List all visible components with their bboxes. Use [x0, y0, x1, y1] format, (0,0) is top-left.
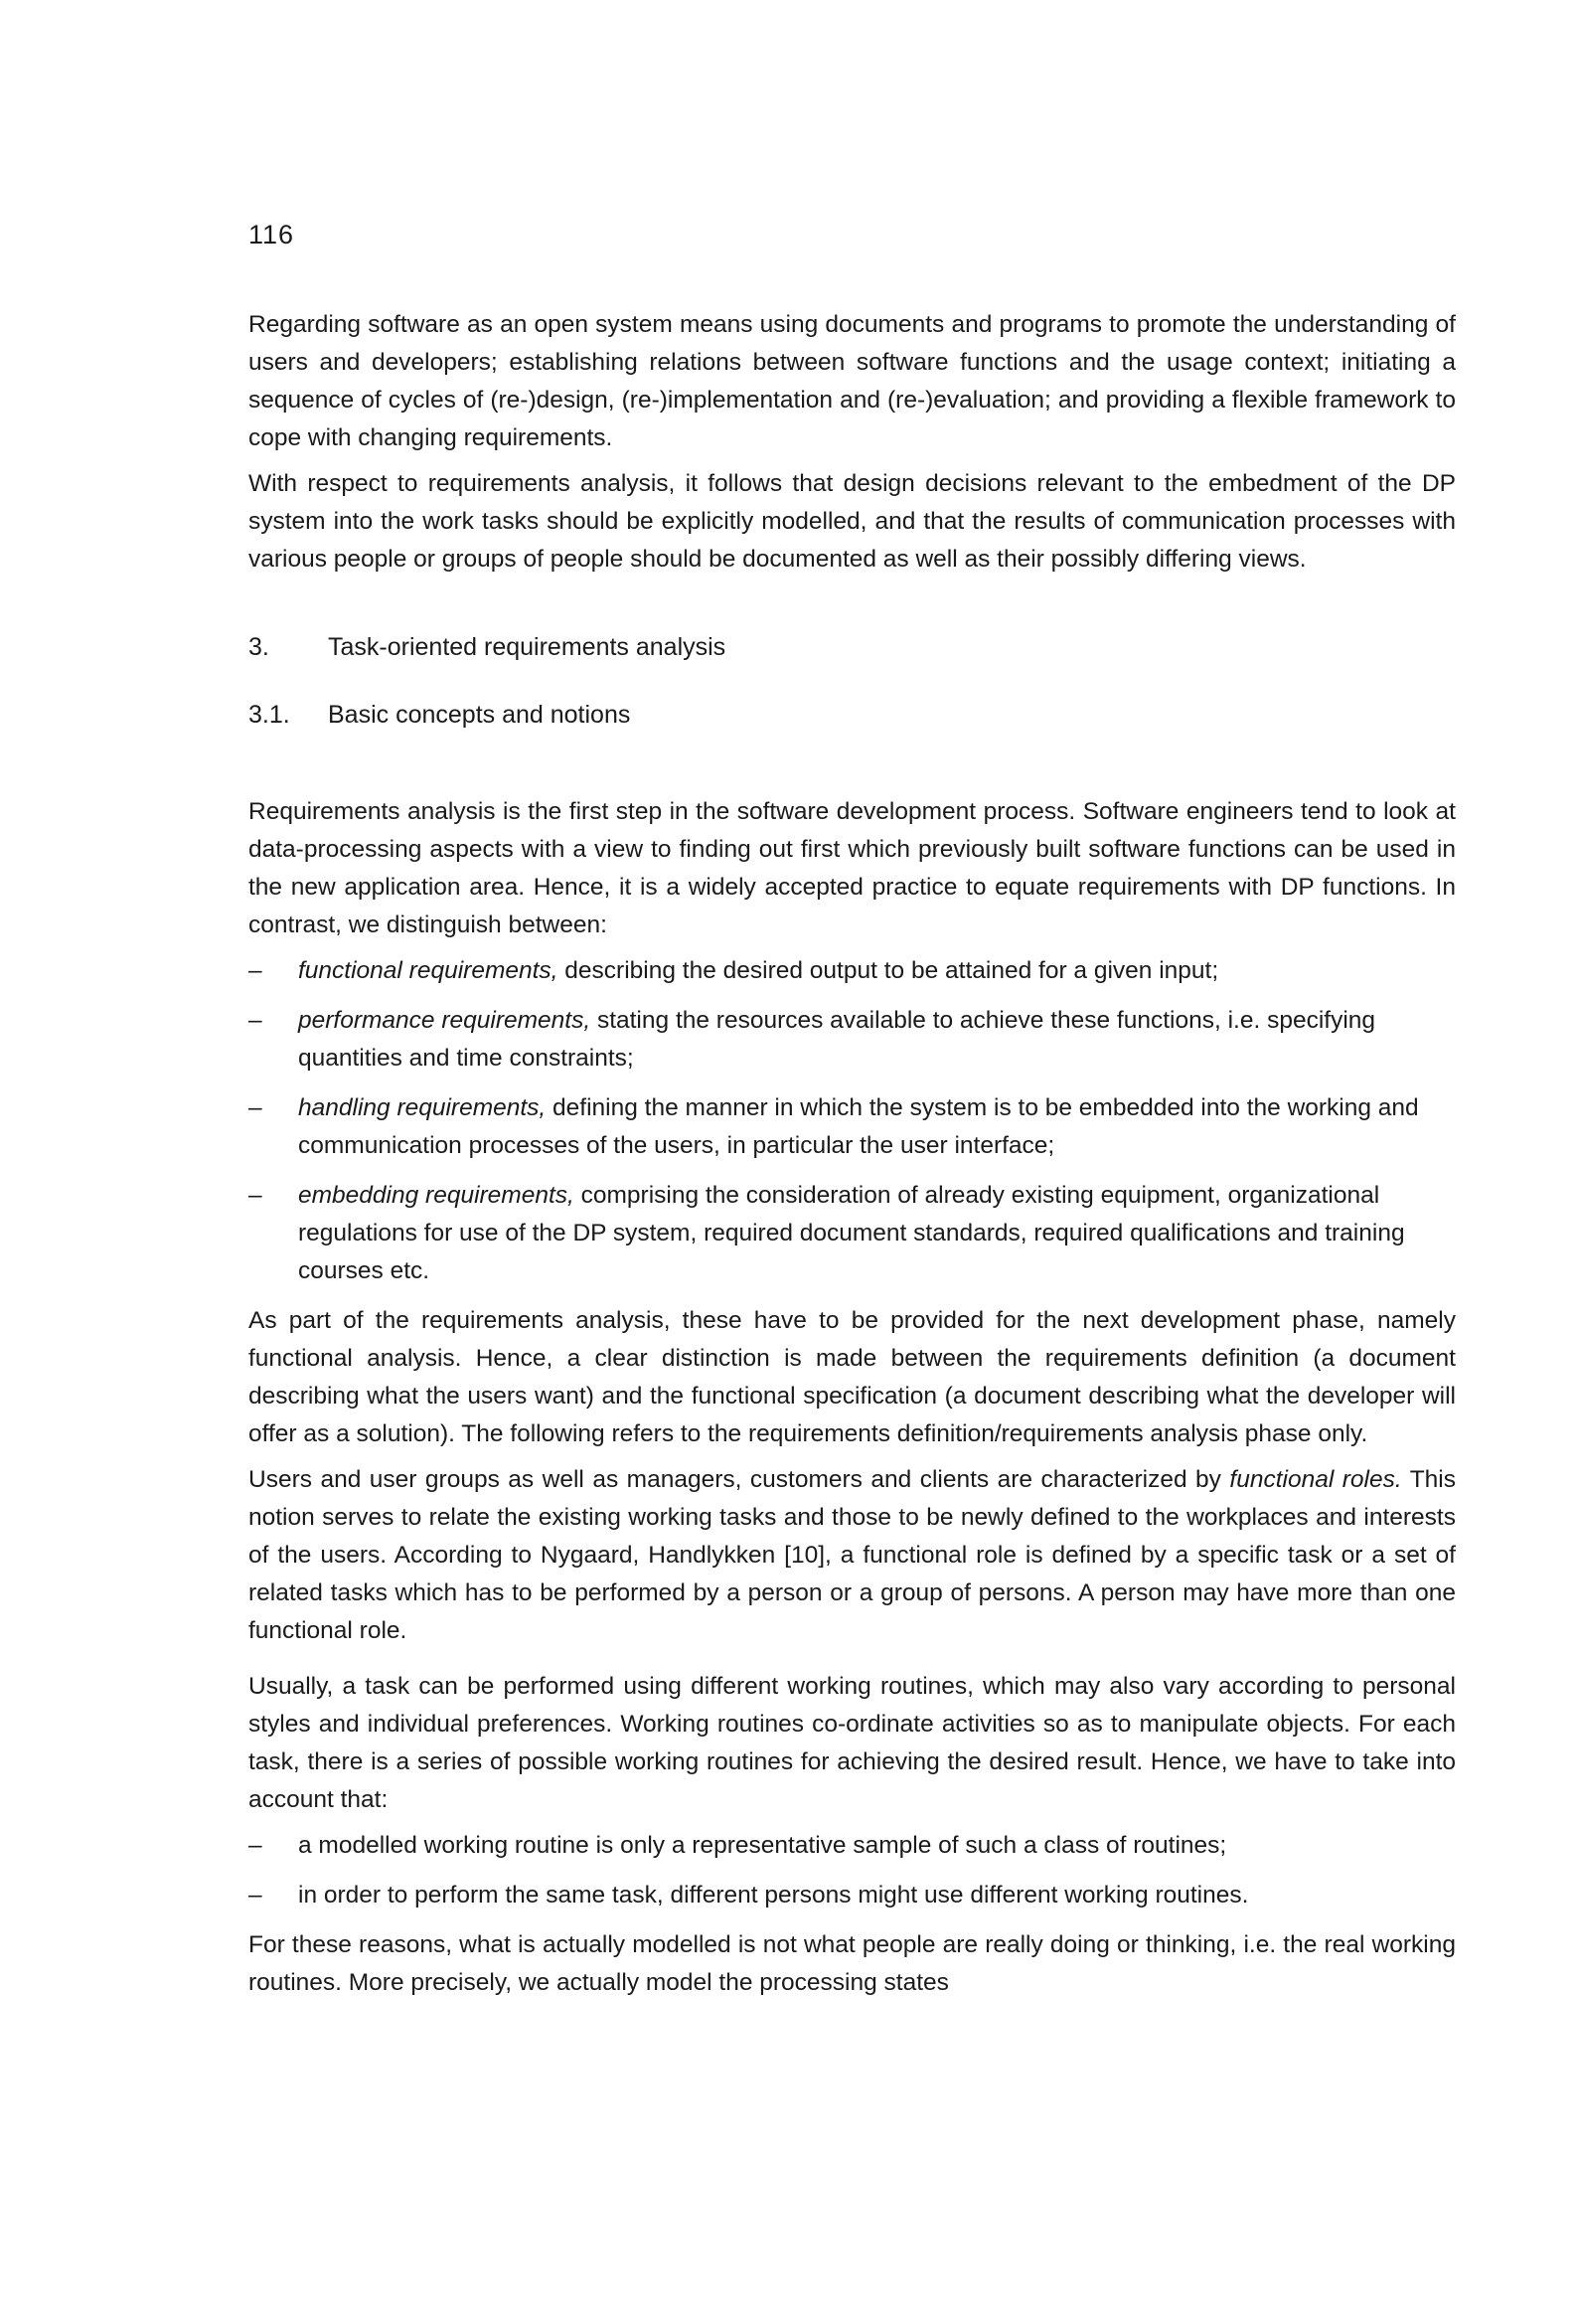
paragraph-requirements-analysis: Requirements analysis is the first step in the software development process. Software engineers tend to look at data-processing aspects with a view to finding out first which previously built software functions can be used in the new application area. Hence, it is a widely accepted practice to equate requirements with DP functions. In contrast, we distinguish between:	[248, 798, 1456, 938]
list-item-text: defining the manner in which the system is to be embedded into the working and communication processes of the users, in particular the user interface;	[298, 1094, 1419, 1159]
paragraph-text: Users and user groups as well as managers, customers and clients are characterized by	[248, 1466, 1230, 1493]
dash-bullet: –	[248, 1182, 262, 1209]
list-item	[248, 1089, 1456, 1165]
paragraph-working-routines: Usually, a task can be performed using different working routines, which may also vary according to personal styles and individual preferences. Working routines co-ordinate activities so as to manipulate objects. For each task, there is a series of possible working routines for achieving the desired result. Hence, we have to take into account that:	[248, 1673, 1456, 1813]
paragraph-requirements-part: As part of the requirements analysis, these have to be provided for the next development phase, namely functional analysis. Hence, a clear distinction is made between the requirements definition (a document describing what the users want) and the functional specification (a document describing what the developer will offer as a solution). The following refers to the requirements definition/requirements analysis phase only.	[248, 1307, 1456, 1447]
subsection-heading-3-1	[248, 696, 1456, 734]
list-item-text: describing the desired output to be attained for a given input;	[557, 957, 1219, 984]
list-item-term: embedding requirements,	[298, 1182, 574, 1209]
list-item-term: performance requirements,	[298, 1007, 591, 1034]
section-heading-3	[248, 628, 1456, 666]
requirements-list	[248, 952, 1456, 1290]
list-item	[248, 952, 1456, 990]
subsection-number: 3.1.	[248, 701, 290, 729]
paragraph-requirements-respect: With respect to requirements analysis, it follows that design decisions relevant to the embedment of the DP system into the work tasks should be explicitly modelled, and that the results of communication processes with various people or groups of people should be documented as well as their possibly differing views.	[248, 470, 1456, 573]
subsection-title: Basic concepts and notions	[328, 701, 631, 729]
page-body	[248, 306, 1456, 2020]
paragraph-reasons: For these reasons, what is actually modelled is not what people are really doing or thinking, i.e. the real working routines. More precisely, we actually model the processing states	[248, 1931, 1456, 1996]
dash-bullet: –	[248, 1094, 262, 1121]
list-item-term: functional requirements,	[298, 957, 558, 984]
section-title: Task-oriented requirements analysis	[328, 633, 726, 661]
emphasis-term: functional roles.	[1229, 1466, 1402, 1493]
list-item-text: stating the resources available to achieve these functions, i.e. specifying quantities and time constraints;	[298, 1007, 1376, 1072]
paragraph-functional-roles	[248, 1461, 1456, 1650]
paragraph-text: This notion serves to relate the existing working tasks and those to be newly defined to the workplaces and interests of the users. According to Nygaard, Handlykken [10], a functional role is defined by a specific task or a set of related tasks which has to be performed by a person or a group of persons. A person may have more than one functional role.	[248, 1466, 1456, 1644]
list-item	[248, 1827, 1456, 1865]
list-item-text: comprising the consideration of already existing equipment, organizational regulations for use of the DP system, required document standards, required qualifications and training courses etc.	[298, 1182, 1405, 1284]
paragraph-open-system: Regarding software as an open system means using documents and programs to promote the understanding of users and developers; establishing relations between software functions and the usage context; initiating a sequence of cycles of (re-)design, (re-)implementation and (re-)evaluation; and providing a flexible framework to cope with changing requirements.	[248, 311, 1456, 451]
list-item	[248, 1877, 1456, 1914]
dash-bullet: –	[248, 1832, 262, 1859]
dash-bullet: –	[248, 1007, 262, 1034]
list-item-term: handling requirements,	[298, 1094, 547, 1121]
dash-bullet: –	[248, 957, 262, 984]
page-number: 116	[248, 220, 295, 249]
section-number: 3.	[248, 633, 269, 661]
routine-list	[248, 1827, 1456, 1914]
list-item	[248, 1002, 1456, 1078]
list-item	[248, 1177, 1456, 1290]
list-item-text: in order to perform the same task, different persons might use different working routines.	[298, 1882, 1249, 1909]
dash-bullet: –	[248, 1882, 262, 1909]
list-item-text: a modelled working routine is only a representative sample of such a class of routines;	[298, 1832, 1227, 1859]
